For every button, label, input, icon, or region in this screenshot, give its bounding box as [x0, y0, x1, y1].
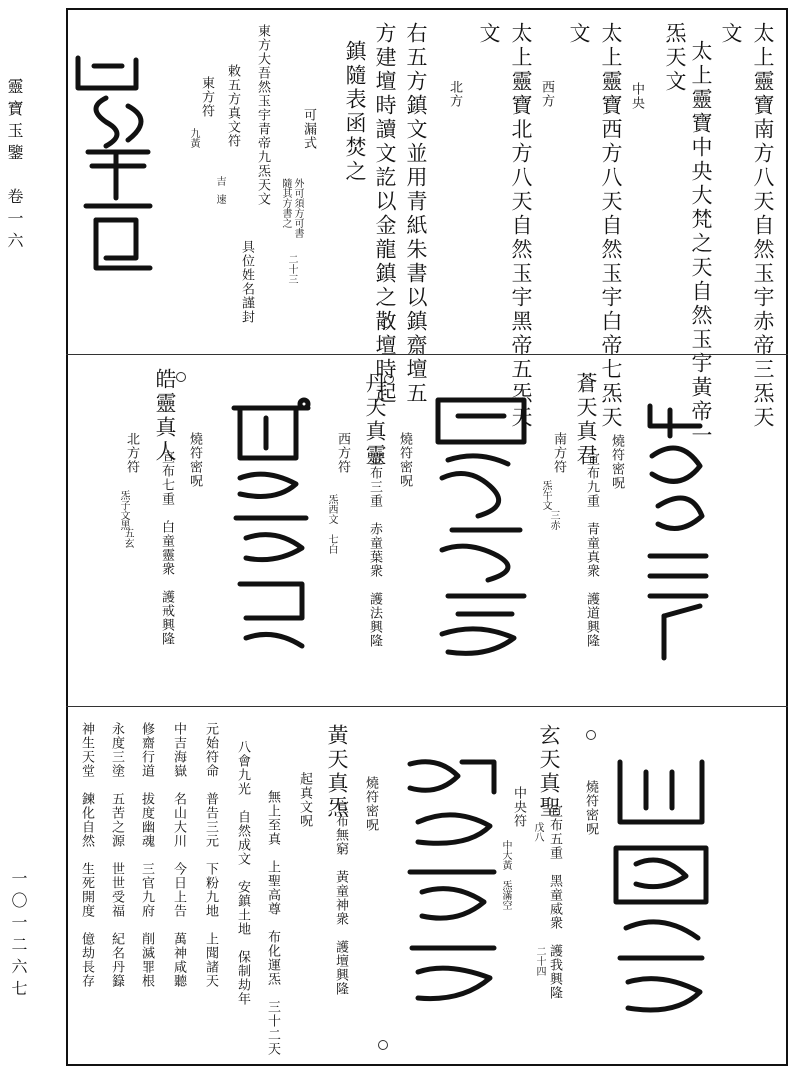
note: 炁子文黑 [118, 490, 129, 530]
section-heading: 西方 [539, 80, 554, 108]
text-column: 宣布九重 青童真衆 護道興隆 [584, 452, 599, 648]
text-column: 太上靈寶中央大梵之天自然玉宇黃帝一 [689, 40, 713, 448]
talisman-seal [226, 388, 316, 668]
text-column: 炁天文 [663, 22, 687, 94]
text-column: 南方符 [551, 432, 566, 474]
text-column: 永度三塗 五苦之源 世世受福 紀名丹籙 [109, 722, 124, 988]
text-column: 蒼天真君 [574, 372, 598, 468]
text-column: 文 [567, 22, 591, 46]
text-column: 燒符密呪 [187, 432, 202, 488]
text-column: 可漏式 [301, 108, 316, 150]
text-column: 鎮隨表函焚之 [343, 40, 367, 184]
text-column: 燒符密呪 [609, 434, 624, 490]
text-column: 宣布七重 白童靈衆 護戒興隆 [159, 450, 174, 646]
text-column: 東方大吾然玉宇青帝九炁天文 [255, 24, 270, 206]
talisman-seal [398, 752, 511, 1032]
text-column: 八會九光 自然成文 安鎮土地 保制劫年 [235, 740, 250, 1006]
talisman-seal [66, 48, 166, 278]
note: 七白 [326, 534, 337, 554]
text-column: 具位姓名謹封 [239, 240, 254, 324]
text-column: 北方符 [124, 432, 139, 474]
text-column: 中央符 [511, 786, 526, 828]
text-column: 玄天真聖 [537, 724, 561, 820]
note: 中大黃 [500, 840, 511, 870]
text-column: 燒符密呪 [583, 780, 598, 836]
text-column: 右五方鎮文並用青紙朱書以鎮齋壇五 [404, 22, 428, 406]
talisman-seal [606, 752, 716, 1042]
text-column: 東方符 [199, 76, 214, 118]
section-heading: 中央 [629, 82, 644, 110]
text-column: 丹天真靈 [363, 372, 387, 468]
note: 二十四 [534, 946, 545, 976]
note: 炁西文 [326, 494, 337, 524]
talisman-seal [428, 390, 538, 670]
text-column: 神生天堂 鍊化自然 生死開度 億劫長存 [79, 722, 94, 988]
note: 三赤 [548, 510, 559, 530]
text-column: 太上靈寶南方八天自然玉宇赤帝三炁天 [751, 22, 775, 430]
note: 九黃 [188, 128, 199, 148]
circle-mark [378, 1040, 388, 1050]
section-heading: 北方 [447, 80, 462, 108]
text-column: 太上靈寶西方八天自然玉宇白帝七炁天 [599, 22, 623, 430]
text-column: 中吉海嶽 名山大川 今日上告 萬神咸聽 [171, 722, 186, 988]
note: 吉 [214, 176, 225, 186]
talisman-seal [640, 396, 720, 666]
text-column: 燒符密呪 [363, 776, 378, 832]
note: 外可須方可書 [292, 178, 303, 238]
text-column: 文 [719, 22, 743, 46]
text-column: 敕五方真文符 [225, 64, 240, 148]
text-column: 方建壇時讀文訖以金龍鎮之散壇時起 [373, 22, 397, 406]
note: 速 [214, 194, 225, 204]
circle-mark [586, 730, 596, 740]
margin-page-number: 一〇一二六七 [9, 870, 28, 1002]
note: 五玄 [122, 528, 133, 548]
text-column: 黃天真炁 [325, 724, 349, 820]
text-column: 燒符密呪 [397, 432, 412, 488]
text-column: 文 [477, 22, 501, 46]
text-column: 太上靈寶北方八天自然玉宇黑帝五炁天 [509, 22, 533, 430]
text-column: 無上至真 上聖高尊 布化運炁 三十二天 [265, 790, 280, 1056]
circle-mark [381, 318, 391, 328]
note: 炁午文 [540, 480, 551, 510]
circle-mark [384, 374, 394, 384]
text-column: 宣布五重 黑童威衆 護我興隆 [547, 804, 562, 1000]
note: 戊八 [532, 822, 543, 842]
margin-book-title: 靈寶玉鑒 卷一六 [5, 78, 24, 254]
note: 炁滿空 [500, 880, 511, 910]
note: 二十三 [286, 254, 297, 284]
text-column: 宣布三重 赤童葉衆 護法興隆 [367, 452, 382, 648]
note: 隨其方書之 [280, 178, 291, 228]
text-column: 起真文呪 [297, 772, 312, 828]
text-column: 宣布無窮 黃童神衆 護壇興隆 [333, 800, 348, 996]
text-column: 元始符命 普告三元 下粉九地 上聞諸天 [203, 722, 218, 988]
text-column: 修齋行道 拔度幽魂 三官九府 削滅罪根 [139, 722, 154, 988]
panel-divider-bottom [66, 706, 788, 707]
circle-mark [176, 372, 186, 382]
text-column: 皓靈真人 [153, 368, 177, 464]
text-column: 西方符 [335, 432, 350, 474]
